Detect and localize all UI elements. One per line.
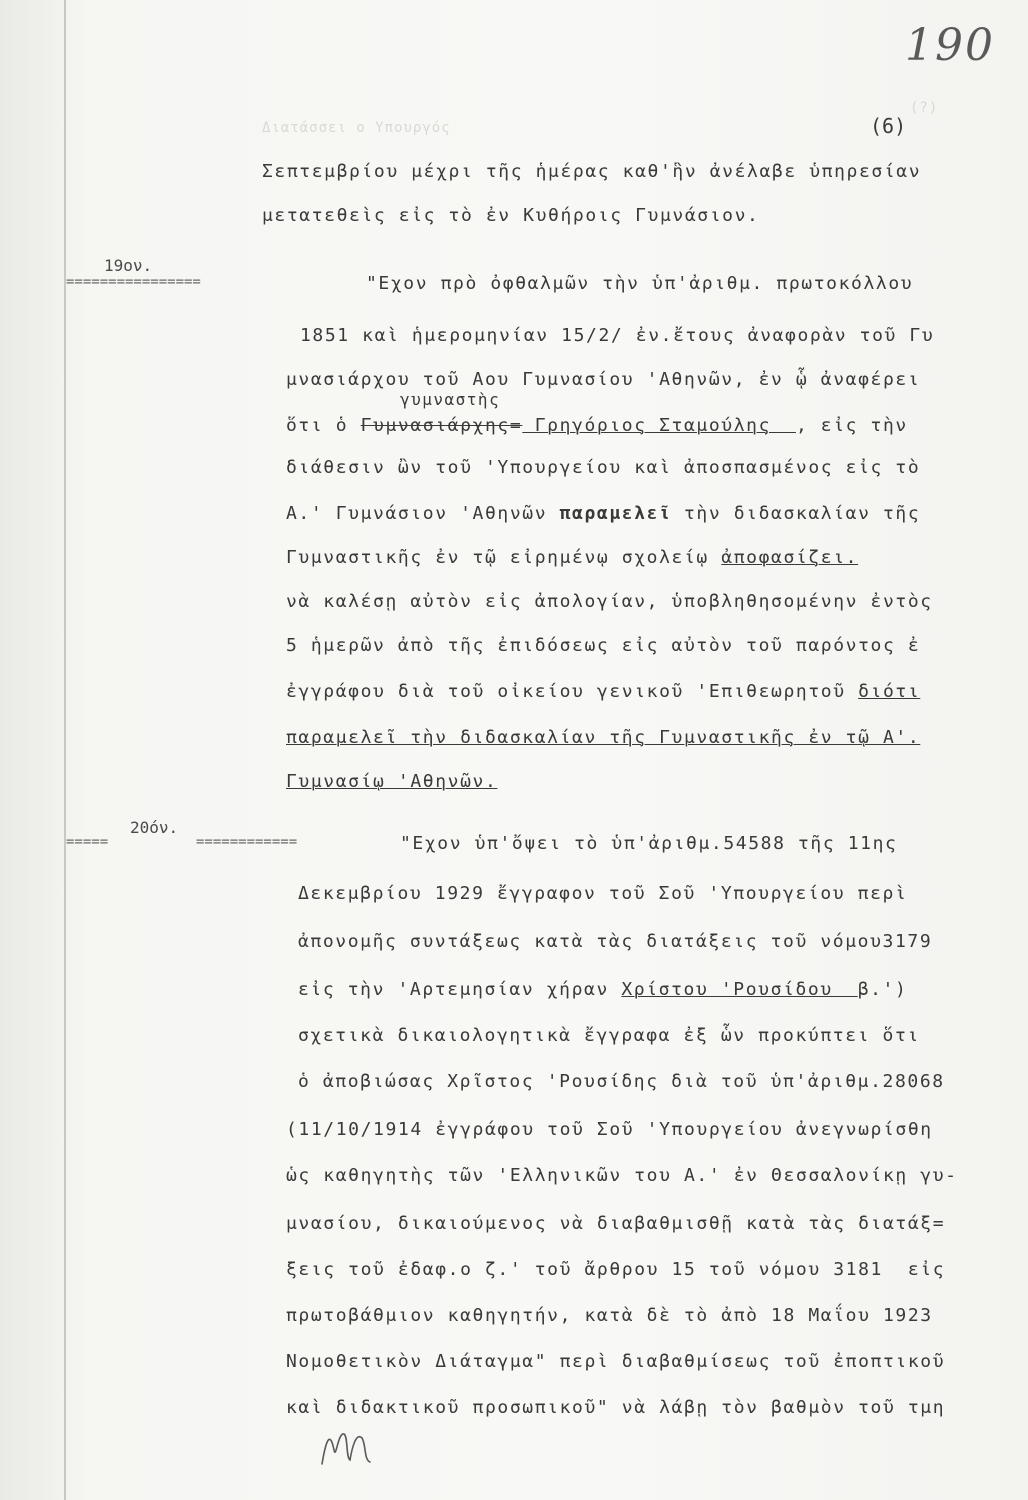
text-line: σχετικὰ δικαιολογητικὰ ἔγγραφα ἐξ ὧν προκύπτει ὅτι <box>298 1025 920 1046</box>
text-line <box>286 680 920 704</box>
text-line: πρωτοβάθμιον καθηγητήν, κατὰ δὲ τὸ ἀπὸ 18 Μαΐου 1923 <box>286 1305 933 1326</box>
section-rule-left: ===== <box>66 834 109 850</box>
typed-page-number: (6) <box>870 114 907 138</box>
section-number-19: 19ον. <box>104 256 153 275</box>
text-line <box>298 978 907 1002</box>
text-line: νὰ καλέσῃ αὐτὸν εἰς ἀπολογίαν, ὑποβληθησομένην ἐντὸς <box>286 591 933 612</box>
text-line: μνασιάρχου τοῦ Αου Γυμνασίου 'Αθηνῶν, ἐν ᾧ ἀναφέρει <box>286 369 921 390</box>
text-fragment: Γυμναστικῆς ἐν τῷ εἰρημένῳ σχολείῳ <box>286 547 722 568</box>
text-line: ξεις τοῦ ἐδαφ.ο ζ.' τοῦ ἄρθρου 15 τοῦ νόμου 3181 εἰς <box>286 1259 946 1280</box>
underlined-text: διότι <box>858 681 921 702</box>
text-line: Νομοθετικὸν Διάταγμα" περὶ διαβαθμίσεως τοῦ ἐποπτικοῦ <box>286 1351 946 1372</box>
text-line: ὡς καθηγητὴς τῶν 'Ελληνικῶν του Α.' ἐν Θεσσαλονίκῃ γυ- <box>286 1165 958 1186</box>
text-line: καὶ διδακτικοῦ προσωπικοῦ" νὰ λάβῃ τὸν βαθμὸν τοῦ τμη <box>286 1397 946 1418</box>
text-line: Δεκεμβρίου 1929 ἔγγραφον τοῦ Σοῦ 'Υπουργείου περὶ <box>298 883 908 904</box>
underlined-line: Γυμνασίῳ 'Αθηνῶν. <box>286 771 498 792</box>
text-fragment: , εἰς τὴν <box>795 415 908 436</box>
text-line: ὁ ἀποβιώσας Χρῖστος 'Ρουσίδης διὰ τοῦ ὑπ'ἀριθμ.28068 <box>298 1071 945 1092</box>
text-line: (11/10/1914 ἐγγράφου τοῦ Σοῦ 'Υπουργείου ἀνεγνωρίσθη <box>286 1119 933 1140</box>
binding-edge <box>64 0 66 1500</box>
struck-out-word: Γυμνασιάρχης= <box>360 415 523 436</box>
underlined-line: παραμελεῖ τὴν διδασκαλίαν τῆς Γυμναστικῆς ἐν τῷ Α'. <box>286 727 921 748</box>
text-line: διάθεσιν ὢν τοῦ 'Υπουργείου καὶ ἀποσπασμένος εἰς τὸ <box>286 457 921 478</box>
text-line <box>286 546 858 570</box>
text-fragment: β.') <box>857 979 908 1000</box>
text-line: μνασίου, δικαιούμενος νὰ διαβαθμισθῇ κατὰ τὰς διατάξ= <box>286 1213 946 1234</box>
bleed-through-mark: (?) <box>910 100 939 116</box>
text-line-corrected <box>286 414 908 438</box>
bleed-through-text: Διατάσσει ο Υπουργός <box>262 120 451 136</box>
text-line: ἀπονομῆς συντάξεως κατὰ τὰς διατάξεις τοῦ νόμου3179 <box>298 931 933 952</box>
section-rule-right: ============ <box>196 834 298 850</box>
section-rule: ================ <box>66 274 201 290</box>
text-line: "Εχον πρὸ ὀφθαλμῶν τὴν ὑπ'ἀριθμ. πρωτοκόλλου <box>366 273 914 294</box>
handwritten-initial <box>318 1420 378 1470</box>
section-number-20: 20όν. <box>130 818 179 837</box>
text-fragment: Α.' Γυμνάσιον 'Αθηνῶν <box>286 503 560 524</box>
text-fragment: ἐγγράφου διὰ τοῦ οἰκείου γενικοῦ 'Επιθεωρητοῦ <box>286 681 859 702</box>
text-fragment: τὴν διδασκαλίαν τῆς <box>671 503 921 524</box>
text-line: Σεπτεμβρίου μέχρι τῆς ἡμέρας καθ'ἣν ἀνέλαβε ὑπηρεσίαν <box>262 161 922 182</box>
text-fragment: ὅτι ὁ <box>286 415 361 436</box>
handwritten-page-number: 190 <box>905 20 995 71</box>
text-line <box>286 502 920 526</box>
underlined-name: Γρηγόριος Σταμούλης <box>522 415 796 436</box>
interlinear-insertion: γυμναστὴς <box>400 390 501 409</box>
text-line: 5 ἡμερῶν ἀπὸ τῆς ἐπιδόσεως εἰς αὐτὸν τοῦ παρόντος ἐ <box>286 635 921 656</box>
text-line: "Εχον ὑπ'ὄψει τὸ ὑπ'ἀριθμ.54588 τῆς 11ης <box>400 833 898 854</box>
text-line: 1851 καὶ ἡμερομηνίαν 15/2/ ἐν.ἔτους ἀναφορὰν τοῦ Γυ <box>300 325 935 346</box>
text-fragment: εἰς τὴν 'Αρτεμησίαν χήραν <box>298 979 622 1000</box>
text-line: μετατεθεὶς εἰς τὸ ἐν Κυθήροις Γυμνάσιον. <box>262 205 760 226</box>
emphasized-word: παραμελεῖ <box>559 503 672 524</box>
underlined-name: Χρίστου 'Ρουσίδου <box>621 979 858 1000</box>
underlined-decision: ἀποφασίζει. <box>721 547 859 568</box>
